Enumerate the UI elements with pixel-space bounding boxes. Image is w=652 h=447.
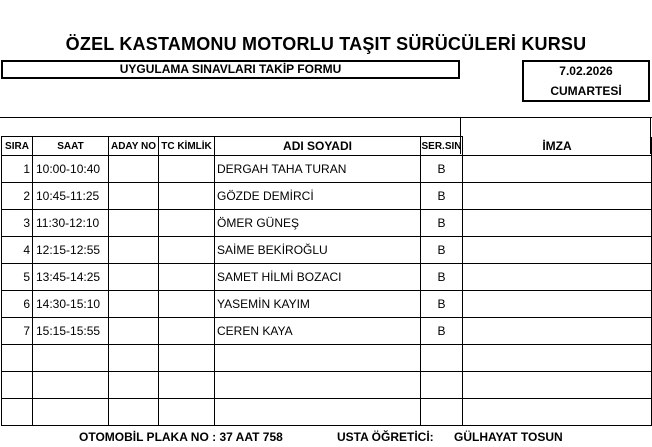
cell-tc [159, 291, 215, 318]
exam-table [1, 136, 652, 426]
table-row [2, 345, 652, 372]
cell-saat: 10:45-11:25 [33, 183, 109, 210]
cell-adi: YASEMİN KAYIM [215, 291, 421, 318]
table-row [2, 291, 652, 318]
cell-aday-no [109, 237, 159, 264]
cell-tc [159, 183, 215, 210]
cell-sira: 2 [2, 183, 33, 210]
cell-adi: DERGAH TAHA TURAN [215, 156, 421, 183]
cell-adi [215, 345, 421, 372]
cell-sira: 7 [2, 318, 33, 345]
cell-aday-no [109, 156, 159, 183]
cell-ser: B [421, 156, 463, 183]
cell-tc [159, 156, 215, 183]
cell-tc [159, 372, 215, 399]
col-saat: SAAT [33, 137, 109, 156]
cell-saat: 15:15-15:55 [33, 318, 109, 345]
plate-number: OTOMOBİL PLAKA NO : 37 AAT 758 [79, 430, 283, 444]
cell-sira: 6 [2, 291, 33, 318]
cell-imza [463, 372, 652, 399]
cell-adi [215, 399, 421, 426]
cell-saat: 11:30-12:10 [33, 210, 109, 237]
table-row [2, 237, 652, 264]
cell-tc [159, 399, 215, 426]
cell-imza [463, 264, 652, 291]
cell-adi: SAMET HİLMİ BOZACI [215, 264, 421, 291]
instructor-label: USTA ÖĞRETİCİ: [337, 430, 434, 444]
cell-tc [159, 210, 215, 237]
table-row [2, 183, 652, 210]
table-row [2, 210, 652, 237]
col-imza: İMZA [463, 137, 652, 156]
cell-saat [33, 345, 109, 372]
cell-ser: B [421, 210, 463, 237]
cell-ser [421, 372, 463, 399]
cell-imza [463, 318, 652, 345]
cell-aday-no [109, 183, 159, 210]
col-ser: SER.SIN [421, 137, 463, 156]
table-row [2, 318, 652, 345]
cell-ser [421, 345, 463, 372]
cell-aday-no [109, 264, 159, 291]
cell-saat [33, 399, 109, 426]
table-row [2, 156, 652, 183]
cell-saat: 12:15-12:55 [33, 237, 109, 264]
cell-tc [159, 264, 215, 291]
col-tc: TC KİMLİK [159, 137, 215, 156]
cell-ser: B [421, 183, 463, 210]
form-subtitle: UYGULAMA SINAVLARI TAKİP FORMU [1, 60, 460, 79]
cell-ser [421, 399, 463, 426]
cell-saat: 10:00-10:40 [33, 156, 109, 183]
exam-date: 7.02.2026 [559, 64, 613, 78]
cell-aday-no [109, 318, 159, 345]
cell-ser: B [421, 318, 463, 345]
cell-adi: CEREN KAYA [215, 318, 421, 345]
cell-aday-no [109, 345, 159, 372]
cell-tc [159, 237, 215, 264]
cell-sira [2, 399, 33, 426]
cell-saat: 13:45-14:25 [33, 264, 109, 291]
table-row [2, 264, 652, 291]
cell-imza [463, 237, 652, 264]
cell-imza [463, 210, 652, 237]
cell-adi: GÖZDE DEMİRCİ [215, 183, 421, 210]
cell-sira: 3 [2, 210, 33, 237]
cell-ser: B [421, 264, 463, 291]
cell-aday-no [109, 291, 159, 318]
cell-sira: 1 [2, 156, 33, 183]
cell-adi: ÖMER GÜNEŞ [215, 210, 421, 237]
cell-imza [463, 183, 652, 210]
cell-aday-no [109, 210, 159, 237]
col-adi: ADI SOYADI [215, 137, 421, 156]
cell-tc [159, 345, 215, 372]
cell-ser: B [421, 237, 463, 264]
col-aday-no: ADAY NO [109, 137, 159, 156]
cell-imza [463, 345, 652, 372]
exam-weekday: CUMARTESİ [550, 84, 622, 98]
cell-saat: 14:30-15:10 [33, 291, 109, 318]
cell-adi: SAİME BEKİROĞLU [215, 237, 421, 264]
cell-imza [463, 156, 652, 183]
cell-imza [463, 399, 652, 426]
cell-sira: 4 [2, 237, 33, 264]
cell-aday-no [109, 372, 159, 399]
cell-imza [463, 291, 652, 318]
cell-sira: 5 [2, 264, 33, 291]
cell-adi [215, 372, 421, 399]
table-row [2, 399, 652, 426]
table-header [2, 137, 652, 156]
cell-sira [2, 345, 33, 372]
instructor-name: GÜLHAYAT TOSUN [454, 430, 563, 444]
col-sira: SIRA [2, 137, 33, 156]
table-row [2, 372, 652, 399]
cell-tc [159, 318, 215, 345]
cell-aday-no [109, 399, 159, 426]
cell-sira [2, 372, 33, 399]
date-box [522, 60, 650, 102]
cell-saat [33, 372, 109, 399]
page-title: ÖZEL KASTAMONU MOTORLU TAŞIT SÜRÜCÜLERİ KURSU [65, 34, 587, 54]
cell-ser: B [421, 291, 463, 318]
